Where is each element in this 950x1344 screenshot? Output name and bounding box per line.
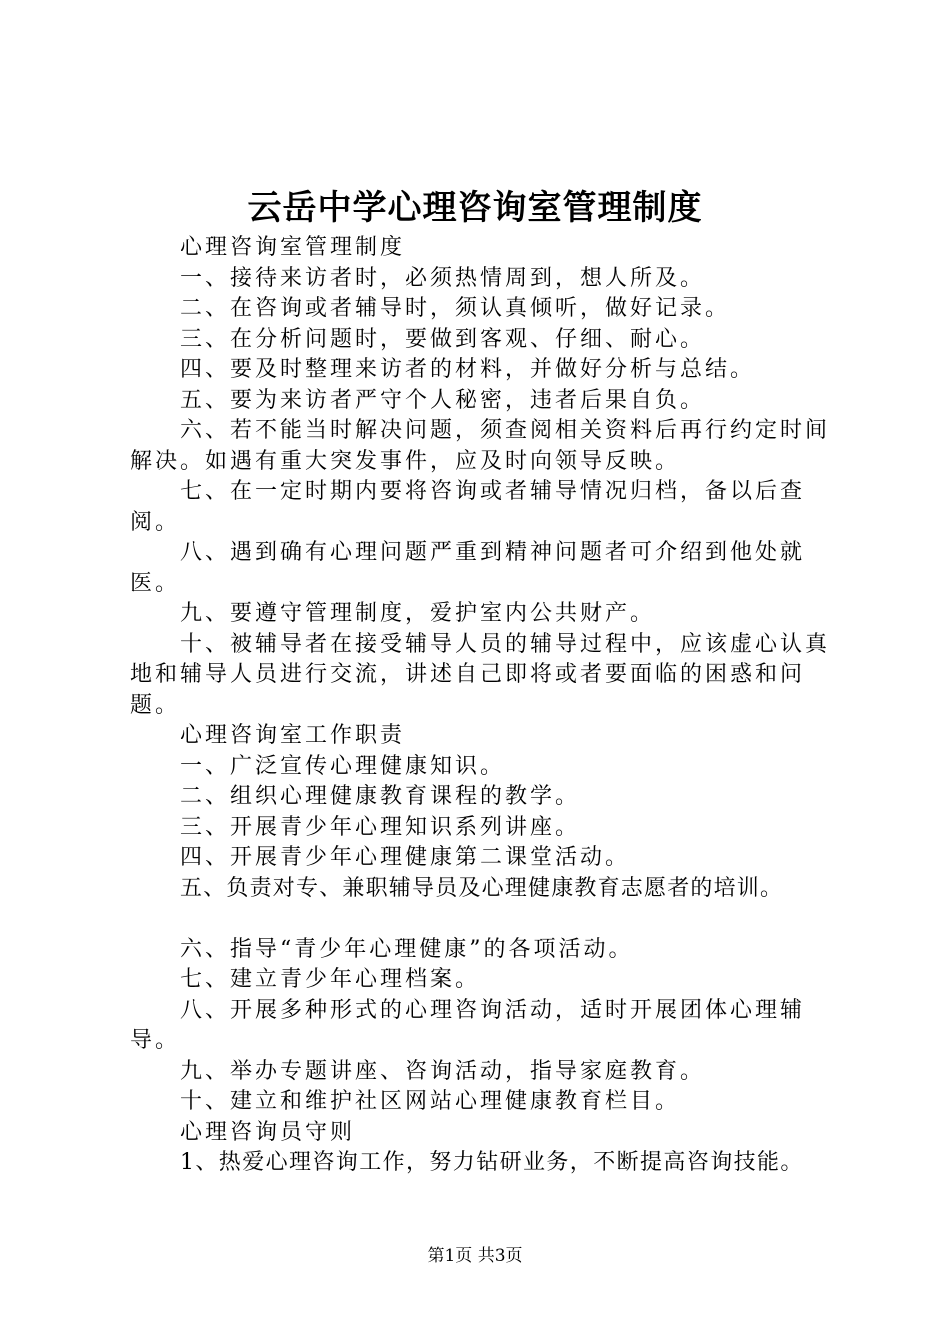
duty-item: 四、开展青少年心理健康第二课堂活动。 (180, 845, 631, 870)
rule-item: 八、遇到确有心理问题严重到精神问题者可介绍到他处就医。 (130, 540, 806, 596)
page-footer (0, 1244, 950, 1268)
duty-item: 三、开展青少年心理知识系列讲座。 (180, 814, 581, 840)
section-heading-counselor-code: 心理咨询员守则 (180, 1119, 356, 1145)
page-number: 第1页 (427, 1246, 473, 1266)
duty-item: 七、建立青少年心理档案。 (180, 967, 481, 992)
rule-item: 三、在分析问题时，要做到客观、仔细、耐心。 (180, 326, 706, 352)
rule-item: 七、在一定时期内要将咨询或者辅导情况归档，备以后查阅。 (130, 479, 806, 535)
rule-item: 四、要及时整理来访者的材料，并做好分析与总结。 (180, 357, 756, 382)
section-heading-management: 心理咨询室管理制度 (180, 235, 406, 260)
duty-item: 二、组织心理健康教育课程的教学。 (180, 784, 581, 809)
rule-item: 九、要遵守管理制度，爱护室内公共财产。 (180, 601, 656, 626)
document-title: 云岳中学心理咨询室管理制度 (247, 188, 703, 228)
page-total: 共3页 (477, 1246, 523, 1266)
rule-item: 二、在咨询或者辅导时，须认真倾听，做好记录。 (180, 296, 731, 321)
rule-item: 十、被辅导者在接受辅导人员的辅导过程中，应该虚心认真地和辅导人员进行交流，讲述自己即将或者要面临的困惑和问题。 (130, 631, 831, 718)
rule-item: 六、若不能当时解决问题，须查阅相关资料后再行约定时间解决。如遇有重大突发事件，应及时向领导反映。 (130, 418, 831, 474)
document-body (130, 233, 840, 1179)
section-heading-duties: 心理咨询室工作职责 (180, 723, 406, 748)
duty-item: 五、负责对专、兼职辅导员及心理健康教育志愿者的培训。 (180, 875, 784, 901)
duty-item: 八、开展多种形式的心理咨询活动，适时开展团体心理辅导。 (130, 997, 806, 1053)
duty-item: 六、指导“青少年心理健康”的各项活动。 (180, 936, 634, 962)
blank-line (130, 904, 840, 935)
duty-item: 一、广泛宣传心理健康知识。 (180, 753, 506, 779)
duty-item: 九、举办专题讲座、咨询活动，指导家庭教育。 (180, 1058, 706, 1084)
rule-item: 五、要为来访者严守个人秘密，违者后果自负。 (180, 387, 706, 413)
code-item: 1、热爱心理咨询工作，努力钻研业务，不断提高咨询技能。 (180, 1150, 804, 1175)
rule-item: 一、接待来访者时，必须热情周到，想人所及。 (180, 265, 706, 291)
duty-item: 十、建立和维护社区网站心理健康教育栏目。 (180, 1089, 681, 1114)
